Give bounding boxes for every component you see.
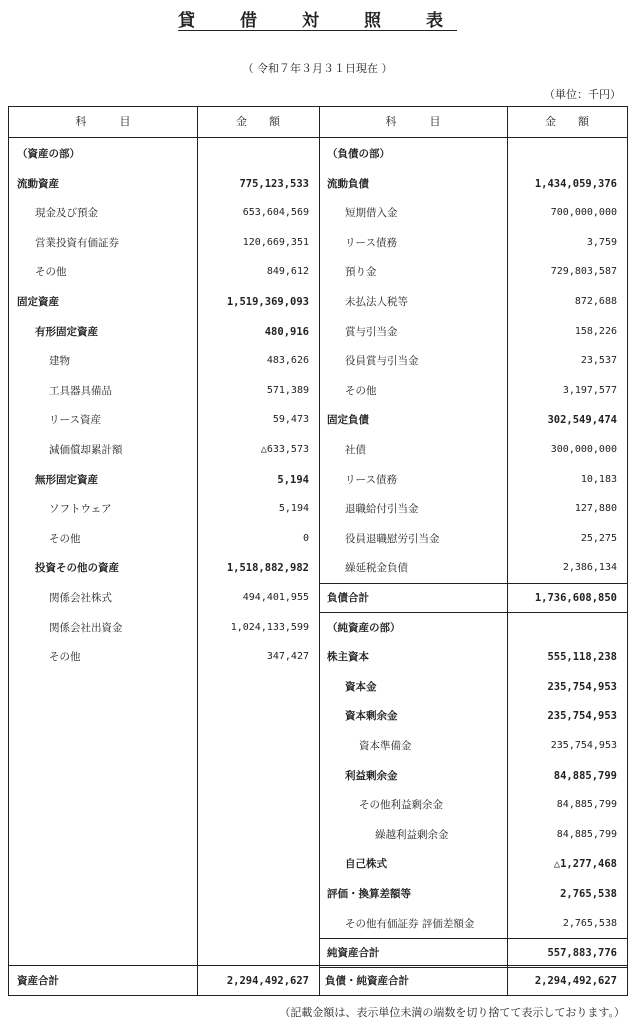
asset-row: [9, 525, 319, 553]
liability-equity-row: [319, 821, 627, 849]
liability-equity-row: [319, 939, 627, 967]
liabilities-equity-total-label: 負債・純資産合計: [325, 975, 409, 987]
liability-equity-row: [319, 495, 627, 523]
asset-row: [9, 614, 319, 642]
liability-equity-row: [319, 466, 627, 494]
row-amount: △633,573: [260, 444, 309, 455]
row-amount: 2,386,134: [562, 562, 617, 574]
row-amount: 3,197,577: [562, 384, 617, 396]
row-label: 関係会社出資金: [49, 621, 123, 634]
row-label: 資本剰余金: [345, 710, 398, 723]
liability-equity-row: [319, 347, 627, 375]
row-amount: 10,183: [580, 473, 617, 485]
row-label: その他利益剰余金: [359, 799, 443, 812]
row-label: 投資その他の資産: [35, 562, 119, 575]
row-label: 退職給付引当金: [345, 503, 419, 516]
row-label: 社債: [345, 444, 366, 456]
row-label: 役員賞与引当金: [345, 355, 419, 368]
row-amount: 347,427: [266, 651, 309, 663]
liability-equity-row: [319, 614, 627, 642]
row-label: 資本金: [345, 680, 377, 693]
row-label: 未払法人税等: [345, 296, 408, 308]
asset-row: [9, 347, 319, 375]
row-amount: 235,754,953: [547, 680, 617, 693]
row-amount: 2,765,538: [562, 917, 617, 929]
liability-equity-row: [319, 584, 627, 612]
row-label: その他: [345, 384, 377, 397]
row-label: （純資産の部）: [327, 621, 401, 634]
row-label: リース資産: [49, 414, 101, 427]
liability-equity-row: [319, 910, 627, 938]
unit-label: （単位：千円）: [544, 88, 621, 101]
footnote: （記載金額は、表示単位未満の端数を切り捨てて表示しております。）: [279, 1006, 625, 1019]
row-label: 流動資産: [17, 177, 59, 190]
liability-equity-row: [319, 406, 627, 434]
row-amount: 480,916: [264, 325, 309, 338]
row-amount: 158,226: [574, 325, 617, 337]
assets-total-row: [9, 967, 319, 995]
row-label: リース債務: [345, 236, 397, 249]
asset-row: [9, 643, 319, 671]
row-amount: 849,612: [266, 266, 309, 278]
asset-row: [9, 288, 319, 316]
row-label: 流動負債: [327, 177, 369, 190]
row-label: リース債務: [345, 473, 397, 486]
asset-row: [9, 258, 319, 286]
row-amount: 120,669,351: [242, 236, 309, 248]
row-label: その他: [35, 266, 67, 279]
row-amount: 235,754,953: [550, 740, 617, 751]
liability-equity-row: [319, 762, 627, 790]
liability-equity-row: [319, 880, 627, 908]
row-label: 営業投資有価証券: [35, 236, 119, 249]
liability-equity-row: [319, 791, 627, 819]
balance-sheet-table: [8, 106, 628, 996]
row-amount: 872,688: [574, 296, 617, 307]
row-amount: 127,880: [574, 503, 617, 515]
liability-equity-row: [319, 318, 627, 346]
subtotal-rule: [319, 583, 627, 584]
subtotal-rule: [319, 612, 627, 613]
row-label: その他: [49, 651, 81, 664]
row-label: 固定資産: [17, 296, 59, 308]
liability-equity-row: [319, 525, 627, 553]
row-amount: 571,389: [266, 384, 309, 396]
row-label: 繰延税金負債: [345, 562, 408, 575]
row-amount: 300,000,000: [550, 444, 617, 455]
liability-equity-row: [319, 673, 627, 701]
row-amount: 653,604,569: [242, 207, 309, 219]
liability-equity-row: [319, 554, 627, 582]
subtotal-rule: [319, 938, 627, 939]
asset-row: [9, 140, 319, 168]
row-amount: 1,518,882,982: [226, 562, 309, 575]
row-label: その他: [49, 532, 81, 545]
row-amount: 555,118,238: [547, 651, 617, 664]
liability-equity-row: [319, 436, 627, 464]
liability-equity-row: [319, 643, 627, 671]
row-label: 預り金: [345, 266, 377, 279]
row-amount: 729,803,587: [550, 266, 617, 278]
row-label: 有形固定資産: [35, 325, 98, 338]
row-amount: 84,885,799: [553, 769, 617, 782]
row-amount: △1,277,468: [553, 858, 617, 871]
row-label: 役員退職慰労引当金: [345, 532, 440, 545]
asset-row: [9, 466, 319, 494]
row-label: 建物: [49, 355, 70, 368]
row-amount: 23,537: [580, 355, 617, 367]
assets-item-header: 科 目: [75, 115, 131, 128]
row-label: その他有価証券 評価差額金: [345, 917, 475, 930]
row-label: 繰越利益剰余金: [375, 828, 449, 841]
row-label: 負債合計: [327, 592, 369, 604]
row-label: 純資産合計: [327, 947, 380, 960]
row-amount: 5,194: [277, 473, 309, 486]
liability-equity-row: [319, 732, 627, 760]
liability-equity-row: [319, 288, 627, 316]
row-label: 固定負債: [327, 414, 369, 427]
document-title: 貸 借 対 照 表: [178, 11, 457, 31]
asset-row: [9, 406, 319, 434]
row-label: 株主資本: [327, 651, 369, 664]
row-amount: 494,401,955: [242, 592, 309, 603]
liability-equity-row: [319, 850, 627, 878]
row-amount: 235,754,953: [547, 710, 617, 723]
row-amount: 1,736,608,850: [534, 592, 617, 604]
liabilities-equity-total-row: [319, 967, 627, 995]
row-label: 無形固定資産: [35, 473, 98, 486]
row-amount: 1,519,369,093: [226, 296, 309, 308]
row-label: 利益剰余金: [345, 769, 398, 782]
row-amount: 0: [302, 532, 309, 544]
asset-row: [9, 318, 319, 346]
row-label: 関係会社株式: [49, 592, 112, 604]
asset-row: [9, 229, 319, 257]
row-label: 評価・換算差額等: [327, 888, 411, 900]
row-label: （負債の部）: [327, 148, 390, 160]
row-amount: 2,765,538: [560, 888, 617, 900]
row-amount: 84,885,799: [556, 799, 617, 811]
row-amount: 1,024,133,599: [230, 621, 309, 633]
row-amount: 25,275: [580, 532, 617, 544]
row-label: 現金及び預金: [35, 207, 98, 220]
row-amount: 5,194: [278, 503, 309, 515]
row-label: 短期借入金: [345, 207, 398, 220]
asset-row: [9, 495, 319, 523]
asset-row: [9, 170, 319, 198]
asset-row: [9, 554, 319, 582]
assets-total-amount: 2,294,492,627: [226, 975, 309, 987]
asset-row: [9, 436, 319, 464]
liabilities-item-header: 科 目: [385, 115, 441, 128]
header-rule: [9, 137, 627, 138]
liabilities-equity-total-amount: 2,294,492,627: [534, 975, 617, 987]
row-amount: 483,626: [266, 355, 309, 367]
liability-equity-row: [319, 170, 627, 198]
row-label: ソフトウェア: [49, 503, 112, 516]
assets-amount-header: 金 額: [236, 115, 280, 128]
assets-total-label: 資産合計: [17, 975, 59, 987]
row-label: 自己株式: [345, 858, 387, 871]
asset-row: [9, 584, 319, 612]
liability-equity-row: [319, 199, 627, 227]
row-amount: 1,434,059,376: [534, 177, 617, 190]
asset-row: [9, 199, 319, 227]
row-amount: 700,000,000: [550, 207, 617, 219]
asset-row: [9, 377, 319, 405]
liability-equity-row: [319, 702, 627, 730]
row-amount: 59,473: [272, 414, 309, 426]
row-amount: 84,885,799: [556, 828, 617, 840]
liability-equity-row: [319, 377, 627, 405]
liabilities-amount-header: 金 額: [545, 115, 589, 128]
row-amount: 557,883,776: [547, 947, 617, 960]
row-label: 賞与引当金: [345, 325, 398, 338]
row-label: 資本準備金: [359, 740, 412, 752]
row-label: 工具器具備品: [49, 384, 112, 397]
liability-equity-row: [319, 229, 627, 257]
row-label: 減価償却累計額: [49, 444, 123, 456]
liability-equity-row: [319, 258, 627, 286]
row-amount: 775,123,533: [239, 177, 309, 190]
date-line: （ 令和７年３月３１日現在 ）: [242, 62, 393, 75]
liability-equity-row: [319, 140, 627, 168]
row-amount: 3,759: [586, 236, 617, 248]
row-amount: 302,549,474: [547, 414, 617, 427]
row-label: （資産の部）: [17, 148, 80, 160]
